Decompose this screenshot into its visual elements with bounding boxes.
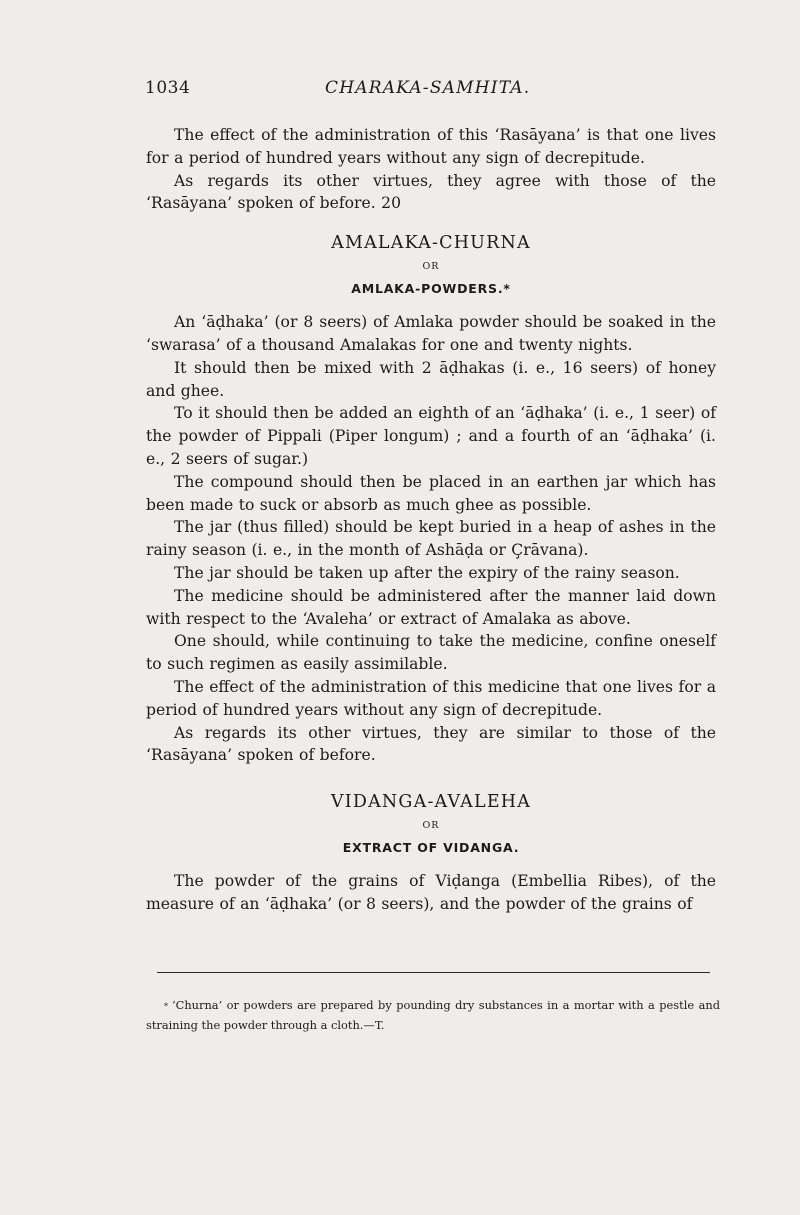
heading-or: OR: [422, 261, 440, 273]
footnote: [146, 996, 720, 1035]
body-paragraph: As regards its other virtues, they are similar to those of the ‘Rasāyana’ spoken of before.: [146, 723, 716, 765]
footnote-marker: *: [164, 1002, 168, 1011]
running-title: CHARAKA-SAMHITA.: [325, 78, 531, 98]
body-paragraph: The jar (thus filled) should be kept buried in a heap of ashes in the rainy season (i. e., in the month of Ashāḍa or Çrāvana).: [146, 518, 716, 560]
body-paragraph: It should then be mixed with 2 āḍhakas (i. e., 16 seers) of honey and ghee.: [146, 358, 716, 400]
body-paragraph: The medicine should be administered after the manner laid down with respect to the ‘Avaleha’ or extract of Amalaka as above.: [146, 586, 716, 628]
body-paragraph: The effect of the administration of this medicine that one lives for a period of hundred years without any sign of decrepitude.: [146, 677, 716, 719]
section-subheading: AMLAKA-POWDERS.*: [351, 281, 511, 297]
body-paragraph: The jar should be taken up after the expiry of the rainy season.: [174, 563, 680, 582]
section-heading: AMALAKA-CHURNA: [331, 233, 531, 254]
heading-or: OR: [422, 820, 440, 832]
body-paragraph: The powder of the grains of Viḍanga (Embellia Ribes), of the measure of an ‘āḍhaka’ (or 8 seers), and the powder of the grains of: [146, 872, 716, 913]
section-subheading: EXTRACT OF VIDANGA.: [342, 840, 520, 856]
body-paragraph: An ‘āḍhaka’ (or 8 seers) of Amlaka powder should be soaked in the ‘swarasa’ of a thousand Amalakas for one and twenty nights.: [146, 313, 716, 354]
body-paragraph: One should, while continuing to take the medicine, confine oneself to such regimen as easily assimilable.: [146, 632, 716, 674]
footnote-rule: [157, 972, 710, 973]
intro-paragraph: The effect of the administration of this ‘Rasāyana’ is that one lives for a period of hundred years without any sign of decrepitude.: [146, 126, 716, 167]
body-paragraph: To it should then be added an eighth of an ‘āḍhaka’ (i. e., 1 seer) of the powder of Pippali (Piper longum) ; and a fourth of an ‘āḍhaka’ (i. e., 2 seers of sugar.): [146, 404, 716, 468]
page-header: [145, 78, 712, 104]
section-heading: VIDANGA-AVALEHA: [330, 792, 532, 813]
intro-paragraph: As regards its other virtues, they agree with those of the ‘Rasāyana’ spoken of before. 20: [146, 171, 716, 213]
body-paragraph: The compound should then be placed in an earthen jar which has been made to suck or absorb as much ghee as possible.: [146, 472, 716, 514]
footnote-text: ‘Churna’ or powders are prepared by pounding dry substances in a mortar with a pestle and straining the powder through a cloth.—T.: [146, 998, 720, 1032]
page-body: [146, 124, 716, 916]
page-number: 1034: [145, 78, 191, 98]
